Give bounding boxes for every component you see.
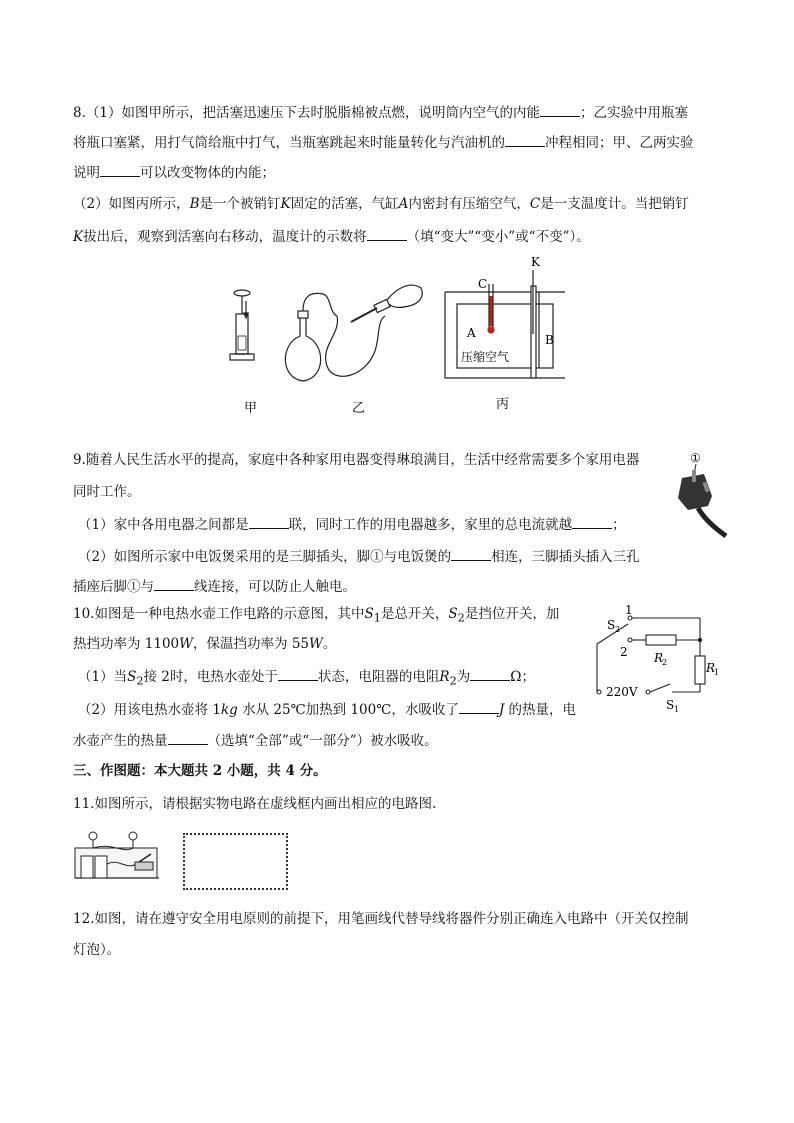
q8-figures [225,256,575,416]
svg-text:R: R [654,651,664,665]
q8-line3: 说明 可以改变物体的内能； [73,165,275,181]
answer-blank[interactable] [168,731,208,745]
answer-blank[interactable] [540,103,580,117]
q8-line1: 8.（1）如图甲所示，把活塞迅速压下去时脱脂棉被点燃，说明筒内空气的内能 ；乙实验中用瓶塞 [73,105,688,121]
pump-cylinder-figure [230,290,254,360]
svg-text:1: 1 [625,603,633,617]
answer-blank[interactable] [154,577,194,591]
physical-circuit-image [73,828,163,888]
figure-label-yi: 乙 [352,401,366,416]
svg-text:①: ① [690,451,701,465]
answer-blank[interactable] [572,515,612,529]
q10-line3: （1）当$S_2$接 2时，电热水壶处于 状态，电阻器的电阻$R_2$为 Ω； [78,669,535,688]
q9-line3: （1）家中各用电器之间都是 联，同时工作的用电器越多，家里的总电流就越 ； [78,517,626,533]
svg-text:2: 2 [662,658,668,667]
flask-figure [285,285,422,381]
svg-text:S: S [607,618,616,632]
kettle-circuit-diagram [590,600,730,715]
q10-line4: （2）用该电热水壶将 1kg 水从 25℃加热到 100℃，水吸收了 J 的热量，电 [78,702,577,718]
q9-line4: （2）如图所示家中电饭煲采用的是三脚插头，脚①与电饭煲的 相连，三脚插头插入三孔 [78,549,640,565]
thermometer-label: C [478,277,488,291]
q10-line1: 10.如图是一种电热水壶工作电路的示意图，其中$S_1$是总开关，$S_2$是挡位开关，加 [73,606,560,625]
three-pin-plug-image [668,448,728,540]
answer-blank[interactable] [100,163,140,177]
answer-blank[interactable] [249,515,289,529]
pin-label: K [531,256,540,269]
q9-line2: 同时工作。 [73,484,141,500]
q8-line5: K拔出后，观察到活塞向右移动，温度计的示数将 （填“变大”“变小”或“不变”）。 [73,229,590,245]
q9-line5: 插座后脚①与 线连接，可以防止人触电。 [73,579,356,595]
svg-text:1: 1 [714,668,720,677]
q10-line2: 热挡功率为 1100W，保温挡功率为 55W。 [73,636,337,652]
svg-text:2: 2 [615,625,621,634]
cylinder-label: A [467,326,476,340]
figure-label-bing: 丙 [496,397,510,412]
svg-text:220V: 220V [606,685,638,699]
answer-blank[interactable] [505,133,545,147]
answer-blank[interactable] [470,667,510,681]
q12-line2: 灯泡）。 [73,942,121,958]
answer-dashed-box[interactable] [183,833,288,890]
svg-text:S: S [666,698,675,712]
q8-line2: 将瓶口塞紧，用打气筒给瓶中打气，当瓶塞跳起来时能量转化与汽油机的 冲程相同；甲、乙两实验 [73,135,694,151]
answer-blank[interactable] [278,667,318,681]
q10-line5: 水壶产生的热量 （选填“全部”或“一部分”）被水吸收。 [73,733,438,749]
piston-label: B [545,333,554,347]
answer-blank[interactable] [459,700,499,714]
svg-text:1: 1 [674,705,680,714]
q11-line: 11.如图所示，请根据实物电路在虚线框内画出相应的电路图. [73,796,437,812]
answer-blank[interactable] [367,227,407,241]
svg-text:2: 2 [620,645,628,659]
svg-text:R: R [706,661,716,675]
q12-line1: 12.如图，请在遵守安全用电原则的前提下，用笔画线代替导线将器件分别正确连入电路中（开关仅控制 [73,911,689,927]
q9-line1: 9.随着人民生活水平的提高，家庭中各种家用电器变得琳琅满目，生活中经常需要多个家用电器 [73,452,640,468]
figure-label-jia: 甲 [244,401,258,416]
answer-blank[interactable] [451,547,491,561]
q8-line4: （2）如图丙所示，B是一个被销钉K固定的活塞，气缸A内密封有压缩空气，C是一支温度计。当把销钉 [73,196,689,212]
section-heading: 三、作图题：本大题共 2 小题，共 4 分。 [73,763,327,779]
gas-label: 压缩空气 [461,350,510,364]
